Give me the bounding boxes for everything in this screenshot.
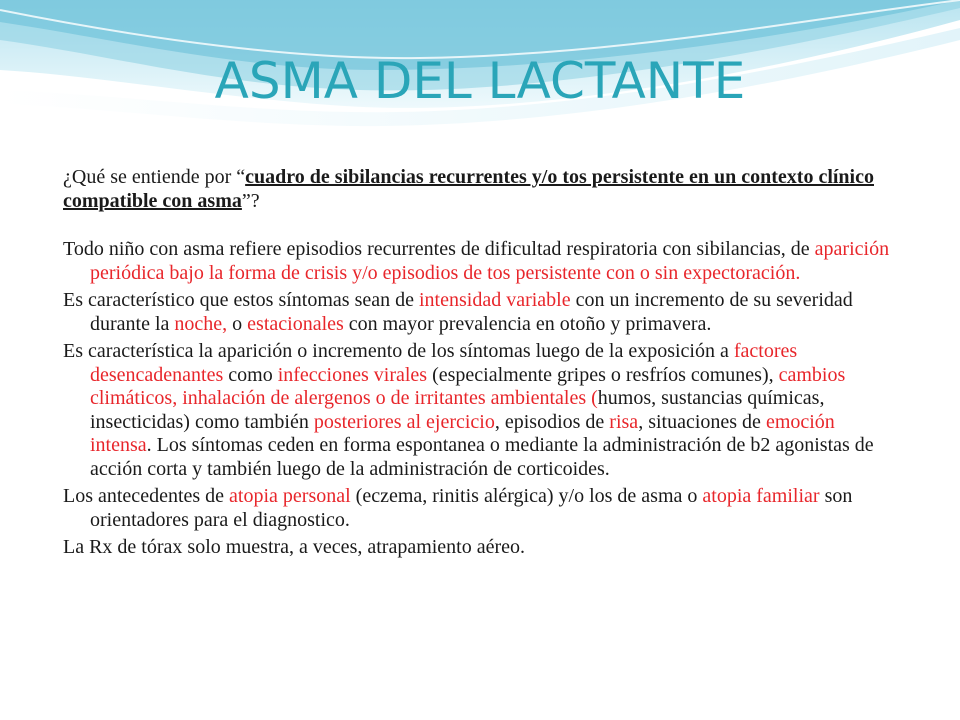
- paragraph: [63, 238, 893, 285]
- paragraph-text: humos, sustancias químicas, insecticidas) como también: [90, 387, 825, 433]
- paragraph: [63, 340, 893, 481]
- question-line: [63, 166, 893, 213]
- paragraph: [63, 289, 893, 336]
- highlighted-text: factores desencadenantes: [90, 340, 798, 386]
- highlighted-text: aparición periódica bajo la forma de crisis y/o episodios de tos persistente con o sin expectoración.: [90, 238, 890, 284]
- paragraph-text: como: [223, 363, 278, 386]
- paragraph-text: o: [227, 312, 248, 335]
- paragraph-text: Los antecedentes de: [63, 485, 230, 507]
- paragraph-text: Es característico que estos síntomas sean de: [63, 289, 419, 311]
- paragraph-text: Es característica la aparición o incremento de los síntomas luego de la exposición a: [63, 340, 734, 362]
- highlighted-text: noche,: [174, 312, 228, 335]
- paragraph-text: , episodios de: [494, 410, 610, 433]
- paragraph-text: La Rx de tórax solo muestra, a veces, atrapamiento aéreo.: [63, 536, 526, 558]
- question-suffix: ”?: [241, 189, 260, 212]
- paragraph-text: (especialmente gripes o resfríos comunes),: [427, 363, 779, 386]
- highlighted-text: risa: [609, 410, 639, 433]
- paragraph: [63, 485, 893, 532]
- highlighted-text: posteriores al ejercicio: [313, 410, 495, 433]
- highlighted-text: atopia personal: [229, 485, 351, 507]
- paragraph-text: son orientadores para el diagnostico.: [90, 485, 853, 531]
- slide-body: [63, 166, 893, 564]
- paragraph-text: (eczema, rinitis alérgica) y/o los de asma o: [350, 485, 703, 507]
- question-underlined-text: cuadro de sibilancias recurrentes y/o tos persistente en un contexto clínico compatible con asma: [63, 166, 874, 212]
- highlighted-text: infecciones virales: [277, 363, 428, 386]
- paragraph-list: [63, 238, 893, 560]
- paragraph: [63, 536, 893, 560]
- paragraph-text: con mayor prevalencia en otoño y primavera.: [343, 312, 712, 335]
- paragraph-text: con un incremento de su severidad durante la: [90, 289, 853, 335]
- highlighted-text: intensidad variable: [419, 289, 571, 311]
- question-prefix: ¿Qué se entiende por “: [63, 166, 246, 188]
- highlighted-text: emoción intensa: [90, 410, 835, 456]
- slide-title: ASMA DEL LACTANTE: [214, 52, 746, 110]
- highlighted-text: atopia familiar: [702, 485, 820, 507]
- highlighted-text: estacionales: [247, 312, 344, 335]
- paragraph-text: Todo niño con asma refiere episodios recurrentes de dificultad respiratoria con sibilancias, de: [63, 238, 815, 260]
- paragraph-text: , situaciones de: [638, 410, 766, 433]
- highlighted-text: cambios climáticos, inhalación de alergenos o de irritantes ambientales (: [90, 363, 846, 409]
- paragraph-text: . Los síntomas ceden en forma espontanea o mediante la administración de b2 agonistas de acción corta y también luego de la administración de corticoides.: [90, 434, 874, 480]
